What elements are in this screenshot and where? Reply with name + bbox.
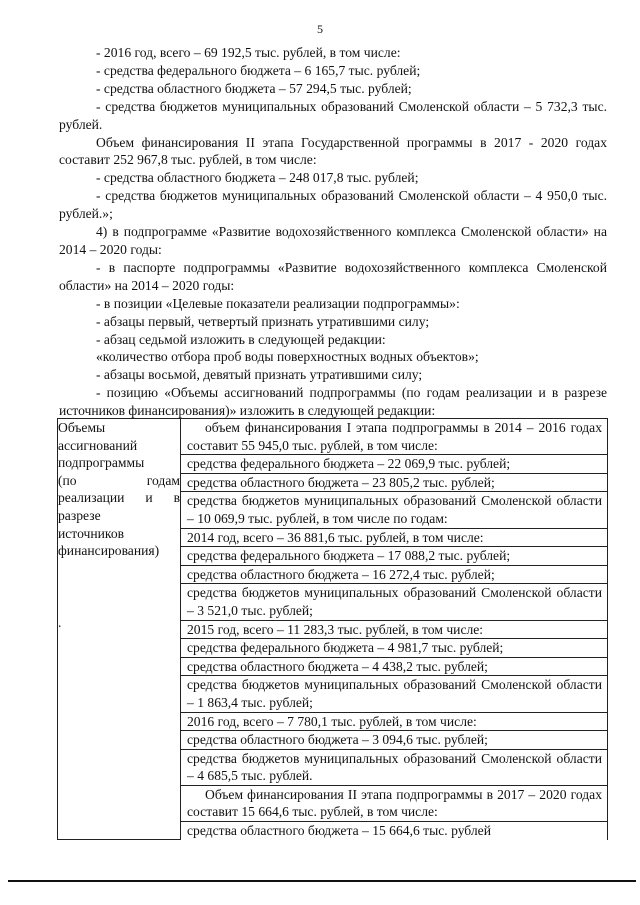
- paragraph: - средства бюджетов муниципальных образований Смоленской области – 5 732,3 тыс. рублей.: [59, 98, 607, 132]
- funding-item: Объем финансирования II этапа подпрограммы в 2017 – 2020 годах составит 15 664,6 тыс. рублей, в том числе:: [181, 786, 607, 822]
- paragraph: - абзац седьмой изложить в следующей редакции:: [96, 331, 386, 347]
- funding-item: 2016 год, всего – 7 780,1 тыс. рублей, в том числе:: [181, 713, 607, 732]
- funding-item: средства областного бюджета – 23 805,2 тыс. рублей;: [181, 474, 607, 493]
- funding-label-line: реализации и в: [58, 490, 180, 506]
- paragraph: - абзацы восьмой, девятый признать утратившими силу;: [96, 367, 423, 383]
- paragraph: - средства бюджетов муниципальных образований Смоленской области – 4 950,0 тыс. рублей.»;: [59, 188, 607, 222]
- stray-mark: .: [58, 614, 62, 630]
- funding-label: [58, 419, 180, 560]
- funding-label-line: Объемы: [58, 420, 106, 435]
- paragraph: - позицию «Объемы ассигнований подпрограммы (по годам реализации и в разрезе источников финансирования)» изложить в следующей редакции:: [59, 385, 607, 419]
- funding-item: 2014 год, всего – 36 881,6 тыс. рублей, в том числе:: [181, 529, 607, 548]
- funding-label-cell: [58, 419, 181, 840]
- paragraph: Объем финансирования II этапа Государственной программы в 2017 - 2020 годах составит 252 967,8 тыс. рублей, в том числе:: [59, 134, 607, 168]
- funding-item: средства областного бюджета – 4 438,2 тыс. рублей;: [181, 658, 607, 677]
- paragraph: - средства областного бюджета – 57 294,5 тыс. рублей;: [96, 80, 412, 96]
- funding-item: средства областного бюджета – 16 272,4 тыс. рублей;: [181, 566, 607, 585]
- funding-item: 2015 год, всего – 11 283,3 тыс. рублей, в том числе:: [181, 621, 607, 640]
- funding-item: средства бюджетов муниципальных образований Смоленской области – 3 521,0 тыс. рублей;: [181, 584, 607, 620]
- funding-item: средства федерального бюджета – 17 088,2 тыс. рублей;: [181, 547, 607, 566]
- funding-label-line: финансирования): [58, 543, 160, 559]
- paragraph: - 2016 год, всего – 69 192,5 тыс. рублей, в том числе:: [96, 45, 401, 60]
- funding-label-line: (по годам: [58, 472, 180, 488]
- paragraph: - в паспорте подпрограммы «Развитие водохозяйственного комплекса Смоленской области» на 2014 – 2020 годы:: [59, 259, 607, 293]
- funding-label-line: разрезе: [58, 507, 101, 523]
- funding-item: средства областного бюджета – 15 664,6 тыс. рублей: [187, 823, 491, 839]
- funding-table: [57, 418, 608, 840]
- funding-label-line: ассигнований: [58, 437, 138, 453]
- funding-label-line: подпрограммы: [58, 455, 145, 471]
- bottom-rule: [8, 880, 636, 882]
- paragraph: «количество отбора проб воды поверхностных водных объектов»;: [96, 349, 479, 365]
- paragraph: - абзацы первый, четвертый признать утратившими силу;: [96, 313, 430, 329]
- funding-item: средства бюджетов муниципальных образований Смоленской области – 4 685,5 тыс. рублей.: [181, 750, 607, 786]
- funding-item: объем финансирования I этапа подпрограммы в 2014 – 2016 годах составит 55 945,0 тыс. рублей, в том числе:: [181, 419, 607, 455]
- funding-item: средства областного бюджета – 3 094,6 тыс. рублей;: [181, 731, 607, 750]
- funding-item: средства федерального бюджета – 4 981,7 тыс. рублей;: [181, 639, 607, 658]
- paragraph: 4) в подпрограмме «Развитие водохозяйственного комплекса Смоленской области» на 2014 – 2020 годы:: [59, 224, 607, 257]
- paragraph: - средства областного бюджета – 248 017,8 тыс. рублей;: [96, 170, 419, 186]
- funding-item: средства федерального бюджета – 22 069,9 тыс. рублей;: [181, 455, 607, 474]
- body-text: [59, 44, 607, 420]
- page-number: 5: [317, 22, 323, 36]
- funding-table-row: [58, 419, 608, 840]
- paragraph: - в позиции «Целевые показатели реализации подпрограммы»:: [96, 295, 460, 311]
- funding-item: средства бюджетов муниципальных образований Смоленской области – 1 863,4 тыс. рублей;: [181, 676, 607, 712]
- funding-label-line: источников: [58, 525, 125, 541]
- paragraph: - средства федерального бюджета – 6 165,7 тыс. рублей;: [96, 62, 421, 78]
- funding-item: средства бюджетов муниципальных образований Смоленской области – 10 069,9 тыс. рублей, в том числе по годам:: [181, 492, 607, 528]
- funding-value-cell: [181, 419, 608, 840]
